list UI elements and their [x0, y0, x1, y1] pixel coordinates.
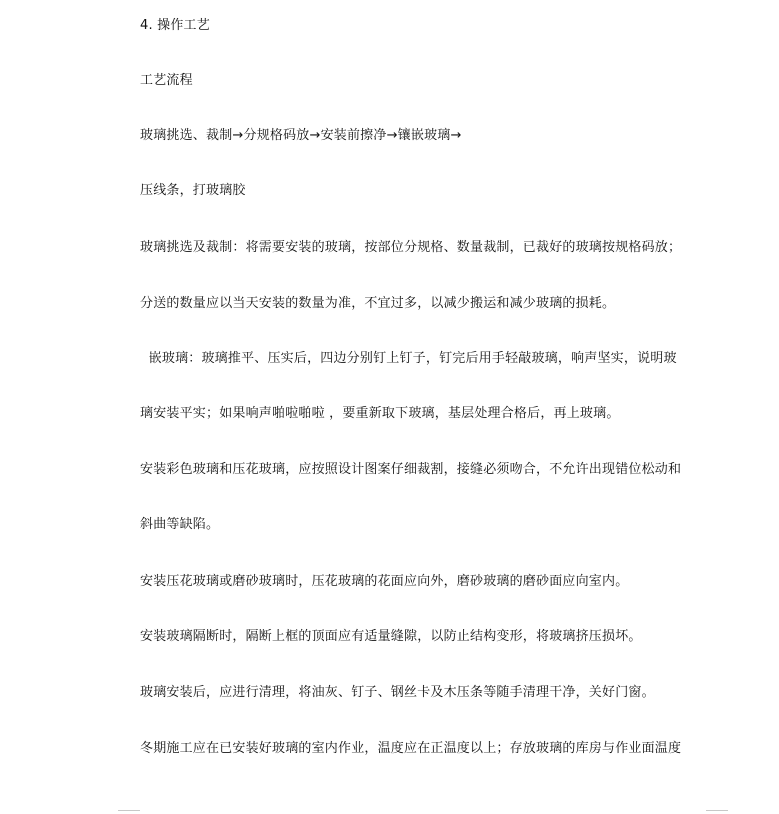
paragraph-line: 安装压花玻璃或磨砂玻璃时，压花玻璃的花面应向外，磨砂玻璃的磨砂面应向室内。 — [140, 574, 629, 589]
paragraph-line: 压线条，打玻璃胶 — [140, 183, 246, 198]
paragraph-line: 安装彩色玻璃和压花玻璃，应按照设计图案仔细裁割，接缝必须吻合，不允许出现错位松动和 — [140, 462, 682, 477]
section-heading: 4. 操作工艺 — [140, 18, 210, 33]
paragraph-line: 璃安装平实；如果响声啪啦啪啦 ，要重新取下玻璃，基层处理合格后，再上玻璃。 — [140, 406, 620, 421]
paragraph-line: 分送的数量应以当天安装的数量为准，不宜过多，以减少搬运和减少玻璃的损耗。 — [140, 296, 616, 311]
page-corner-mark-right — [706, 810, 728, 811]
paragraph-line: 玻璃安装后，应进行清理，将油灰、钉子、钢丝卡及木压条等随手清理干净，关好门窗。 — [140, 685, 655, 700]
page-corner-mark-left — [118, 810, 140, 811]
paragraph-line: 工艺流程 — [140, 73, 193, 88]
paragraph-line: 冬期施工应在已安装好玻璃的室内作业，温度应在正温度以上；存放玻璃的库房与作业面温度 — [140, 741, 682, 756]
paragraph-line: 玻璃挑选、裁制→分规格码放→安装前擦净→镶嵌玻璃→ — [140, 128, 462, 143]
paragraph-line: 玻璃挑选及裁制：将需要安装的玻璃，按部位分规格、数量裁制，已裁好的玻璃按规格码放； — [140, 240, 682, 255]
paragraph-line: 嵌玻璃：玻璃推平、压实后，四边分别钉上钉子，钉完后用手轻敲玻璃，响声坚实，说明玻 — [140, 351, 677, 366]
paragraph-line: 安装玻璃隔断时，隔断上框的顶面应有适量缝隙，以防止结构变形，将玻璃挤压损坏。 — [140, 629, 642, 644]
paragraph-line: 斜曲等缺陷。 — [140, 517, 220, 532]
